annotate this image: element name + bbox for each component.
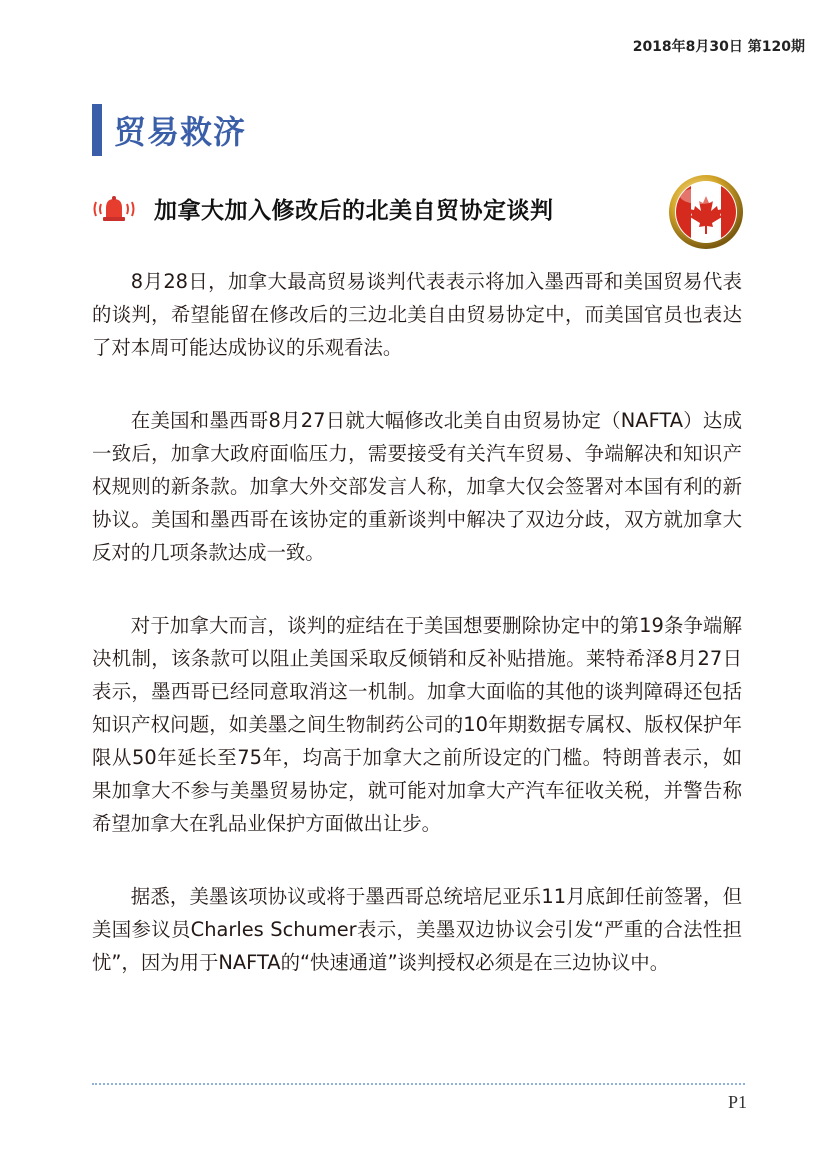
alarm-bell-icon <box>92 194 136 224</box>
section-title: 贸易救济 <box>114 113 247 151</box>
section-heading <box>92 104 246 156</box>
article-title: 加拿大加入修改后的北美自贸协定谈判 <box>154 198 554 224</box>
section-accent-bar <box>92 104 102 156</box>
issue-date: 2018年8月30日 第120期 <box>632 39 805 55</box>
canada-flag-icon <box>668 174 744 250</box>
page-number: P1 <box>727 1092 747 1112</box>
footer-divider <box>92 1083 745 1085</box>
paragraph-4: 据悉，美墨该项协议或将于墨西哥总统培尼亚乐11月底卸任前签署，但美国参议员Charles Schumer表示，美墨双边协议会引发“严重的合法性担忧”，因为用于NAFTA的“快速通道”谈判授权必须是在三边协议中。 <box>92 885 742 974</box>
paragraph-3: 对于加拿大而言，谈判的症结在于美国想要删除协定中的第19条争端解决机制，该条款可以阻止美国采取反倾销和反补贴措施。莱特希泽8月27日表示，墨西哥已经同意取消这一机制。加拿大面临的其他的谈判障碍还包括知识产权问题，如美墨之间生物制药公司的10年期数据专属权、版权保护年限从50年延长至75年，均高于加拿大之前所设定的门槛。特朗普表示，如果加拿大不参与美墨贸易协定，就可能对加拿大产汽车征收关税，并警告称希望加拿大在乳品业保护方面做出让步。 <box>92 614 742 835</box>
paragraph-2: 在美国和墨西哥8月27日就大幅修改北美自由贸易协定（NAFTA）达成一致后，加拿大政府面临压力，需要接受有关汽车贸易、争端解决和知识产权规则的新条款。加拿大外交部发言人称，加拿大仅会签署对本国有利的新协议。美国和墨西哥在该协定的重新谈判中解决了双边分歧，双方就加拿大反对的几项条款达成一致。 <box>92 409 742 564</box>
article-body <box>92 265 742 1019</box>
paragraph-1: 8月28日，加拿大最高贸易谈判代表表示将加入墨西哥和美国贸易代表的谈判，希望能留在修改后的三边北美自由贸易协定中，而美国官员也表达了对本周可能达成协议的乐观看法。 <box>92 270 742 359</box>
article-header <box>92 192 554 225</box>
